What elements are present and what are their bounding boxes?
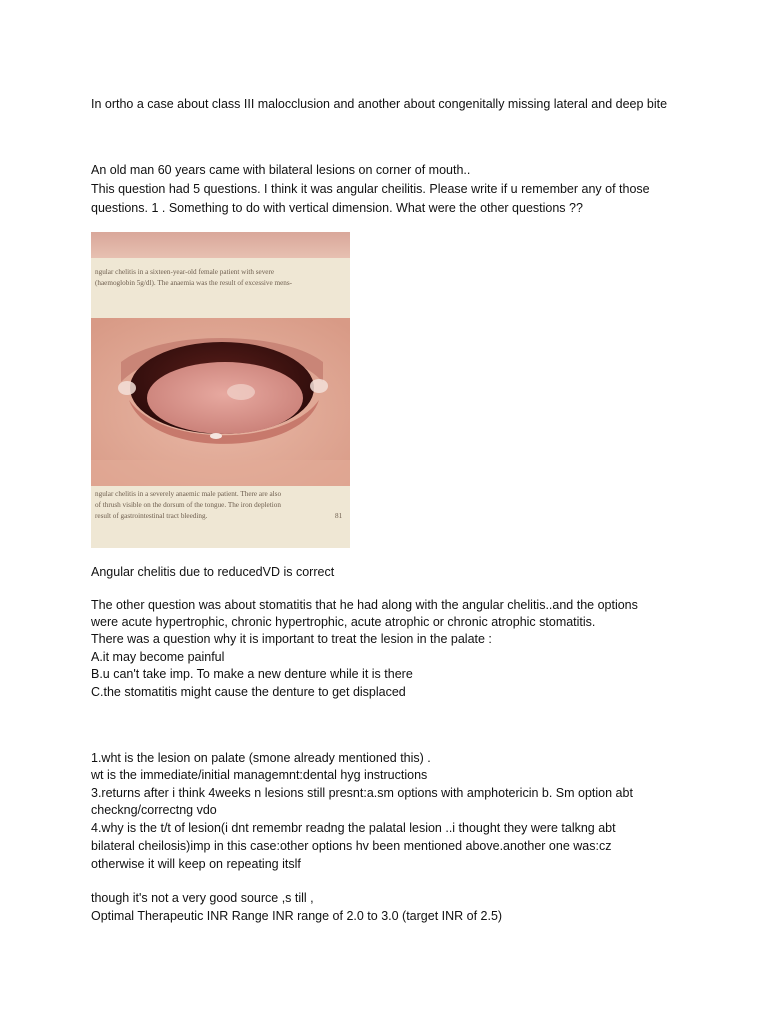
book-page-number: 81 <box>335 512 343 520</box>
angular-chelitis-answer: Angular chelitis due to reducedVD is correct <box>91 565 335 579</box>
option-b: B.u can't take imp. To make a new denture while it is there <box>91 667 413 681</box>
option-a: A.it may become painful <box>91 650 225 664</box>
palate-question-line: There was a question why it is important to treat the lesion in the palate : <box>91 632 492 646</box>
source-note-line: though it's not a very good source ,s till , <box>91 891 314 905</box>
question-3-line-2: checkng/correctng vdo <box>91 803 217 817</box>
question-4-line-2: bilateral cheilosis)imp in this case:other options hv been mentioned above.another one was:cz <box>91 839 612 853</box>
question-4-line-3: otherwise it will keep on repeating itslf <box>91 857 301 871</box>
question-1-line: 1.wht is the lesion on palate (smone already mentioned this) . <box>91 751 431 765</box>
option-c: C.the stomatitis might cause the denture to get displaced <box>91 685 406 699</box>
stomatitis-line-2: were acute hypertrophic, chronic hypertrophic, acute atrophic or chronic atrophic stomatitis. <box>91 615 596 629</box>
question-3-line-1: 3.returns after i think 4weeks n lesions still presnt:a.sm options with amphotericin b. Sm option abt <box>91 786 633 800</box>
case-intro-line: An old man 60 years came with bilateral lesions on corner of mouth.. <box>91 163 471 177</box>
angular-cheilitis-photo <box>91 232 350 548</box>
question-4-line-1: 4.why is the t/t of lesion(i dnt remembr readng the palatal lesion ..i thought they were talkng abt <box>91 821 616 835</box>
caption-bottom-line-1: ngular chelitis in a severely anaemic male patient. There are also <box>95 490 282 498</box>
stomatitis-line-1: The other question was about stomatitis that he had along with the angular chelitis..and the options <box>91 598 638 612</box>
caption-bottom-line-2: of thrush visible on the dorsum of the tongue. The iron depletion <box>95 501 281 509</box>
case-question-line-1: This question had 5 questions. I think it was angular cheilitis. Please write if u remember any of those <box>91 182 650 196</box>
case-question-line-2: questions. 1 . Something to do with vertical dimension. What were the other questions ?? <box>91 201 583 215</box>
inr-range-line: Optimal Therapeutic INR Range INR range of 2.0 to 3.0 (target INR of 2.5) <box>91 909 503 923</box>
caption-bottom-line-3: result of gastrointestinal tract bleeding. <box>95 512 208 520</box>
caption-top-line-2: (haemoglobin 5g/dl). The anaemia was the result of excessive mens- <box>95 279 293 287</box>
question-2-line: wt is the immediate/initial managemnt:dental hyg instructions <box>91 768 428 782</box>
caption-top-line-1: ngular chelitis in a sixteen-year-old female patient with severe <box>95 268 275 276</box>
ortho-case-line: In ortho a case about class III malocclusion and another about congenitally missing lateral and deep bite <box>91 97 668 111</box>
